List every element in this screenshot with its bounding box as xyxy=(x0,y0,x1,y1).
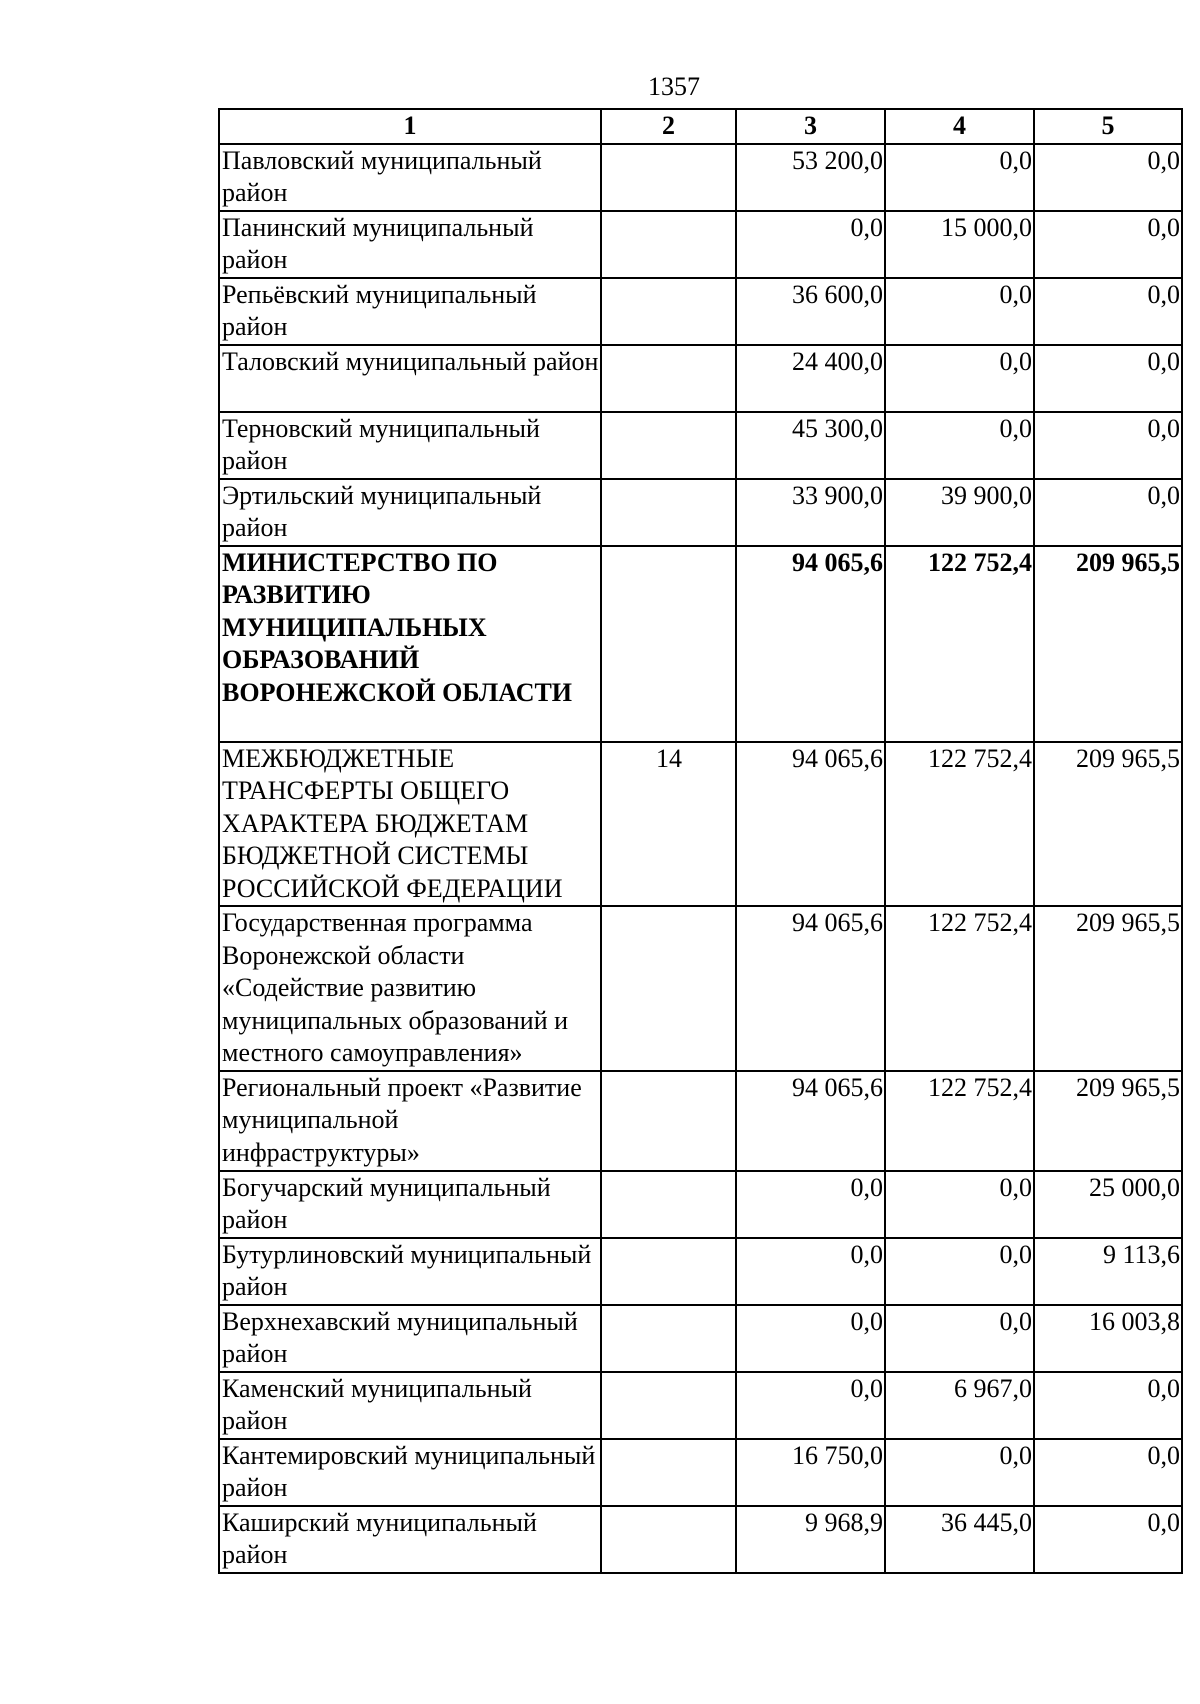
row-name-cell: МЕЖБЮДЖЕТНЫЕ ТРАНСФЕРТЫ ОБЩЕГО ХАРАКТЕРА БЮДЖЕТАМ БЮДЖЕТНОЙ СИСТЕМЫ РОССИЙСКОЙ ФЕДЕРАЦИИ xyxy=(219,742,601,907)
row-name-cell: Эртильский муниципальный район xyxy=(219,479,601,546)
row-value-col3: 94 065,6 xyxy=(736,546,885,742)
table-row xyxy=(219,1439,1182,1506)
table-row xyxy=(219,412,1182,479)
row-value-col5: 209 965,5 xyxy=(1034,546,1182,742)
row-code-cell xyxy=(601,1506,736,1573)
row-value-col4: 0,0 xyxy=(885,1238,1034,1305)
row-code-cell xyxy=(601,144,736,211)
page-number: 1357 xyxy=(648,72,700,101)
row-value-col5: 0,0 xyxy=(1034,479,1182,546)
row-value-col4: 39 900,0 xyxy=(885,479,1034,546)
row-value-col5: 0,0 xyxy=(1034,345,1182,412)
row-value-col4: 15 000,0 xyxy=(885,211,1034,278)
row-code-cell xyxy=(601,1439,736,1506)
table-body xyxy=(219,144,1182,1573)
row-value-col4: 0,0 xyxy=(885,1305,1034,1372)
table-row xyxy=(219,1372,1182,1439)
row-value-col5: 9 113,6 xyxy=(1034,1238,1182,1305)
row-name-cell: Терновский муниципальный район xyxy=(219,412,601,479)
row-name-cell: Репьёвский муниципальный район xyxy=(219,278,601,345)
row-value-col4: 122 752,4 xyxy=(885,906,1034,1071)
row-code-cell xyxy=(601,1372,736,1439)
row-name-cell: Каширский муниципальный район xyxy=(219,1506,601,1573)
table-row xyxy=(219,906,1182,1071)
row-name-cell: Павловский муниципальный район xyxy=(219,144,601,211)
row-value-col3: 53 200,0 xyxy=(736,144,885,211)
row-code-cell: 14 xyxy=(601,742,736,907)
row-value-col3: 94 065,6 xyxy=(736,1071,885,1171)
row-name-cell: Кантемировский муниципальный район xyxy=(219,1439,601,1506)
row-value-col5: 0,0 xyxy=(1034,412,1182,479)
row-value-col5: 0,0 xyxy=(1034,1439,1182,1506)
row-value-col3: 24 400,0 xyxy=(736,345,885,412)
row-value-col3: 45 300,0 xyxy=(736,412,885,479)
table-row xyxy=(219,211,1182,278)
row-code-cell xyxy=(601,211,736,278)
table-row xyxy=(219,1506,1182,1573)
row-code-cell xyxy=(601,1071,736,1171)
row-value-col5: 25 000,0 xyxy=(1034,1171,1182,1238)
table-row xyxy=(219,278,1182,345)
row-value-col4: 0,0 xyxy=(885,278,1034,345)
row-code-cell xyxy=(601,479,736,546)
row-value-col5: 209 965,5 xyxy=(1034,906,1182,1071)
table-row xyxy=(219,345,1182,412)
row-code-cell xyxy=(601,546,736,742)
row-value-col5: 0,0 xyxy=(1034,211,1182,278)
column-header: 1 xyxy=(219,109,601,144)
row-value-col3: 0,0 xyxy=(736,211,885,278)
row-name-cell: Бутурлиновский муниципальный район xyxy=(219,1238,601,1305)
table-row xyxy=(219,546,1182,742)
table-row xyxy=(219,1238,1182,1305)
row-name-cell: Каменский муниципальный район xyxy=(219,1372,601,1439)
row-value-col4: 0,0 xyxy=(885,412,1034,479)
row-name-cell: МИНИСТЕРСТВО ПО РАЗВИТИЮ МУНИЦИПАЛЬНЫХ ОБРАЗОВАНИЙ ВОРОНЕЖСКОЙ ОБЛАСТИ xyxy=(219,546,601,742)
row-value-col4: 36 445,0 xyxy=(885,1506,1034,1573)
row-value-col3: 9 968,9 xyxy=(736,1506,885,1573)
row-value-col4: 0,0 xyxy=(885,144,1034,211)
budget-table xyxy=(218,108,1183,1574)
row-code-cell xyxy=(601,412,736,479)
column-header: 3 xyxy=(736,109,885,144)
row-value-col5: 209 965,5 xyxy=(1034,742,1182,907)
row-value-col3: 33 900,0 xyxy=(736,479,885,546)
row-name-cell: Богучарский муниципальный район xyxy=(219,1171,601,1238)
row-code-cell xyxy=(601,906,736,1071)
row-name-cell: Панинский муниципальный район xyxy=(219,211,601,278)
row-value-col3: 0,0 xyxy=(736,1305,885,1372)
table-row xyxy=(219,144,1182,211)
row-value-col5: 209 965,5 xyxy=(1034,1071,1182,1171)
row-value-col4: 122 752,4 xyxy=(885,742,1034,907)
row-value-col4: 122 752,4 xyxy=(885,546,1034,742)
row-code-cell xyxy=(601,1238,736,1305)
row-value-col3: 0,0 xyxy=(736,1238,885,1305)
row-value-col3: 94 065,6 xyxy=(736,742,885,907)
row-value-col3: 0,0 xyxy=(736,1171,885,1238)
table-row xyxy=(219,479,1182,546)
column-header: 2 xyxy=(601,109,736,144)
table-row xyxy=(219,1171,1182,1238)
row-name-cell: Региональный проект «Развитие муниципальной инфраструктуры» xyxy=(219,1071,601,1171)
row-name-cell: Государственная программа Воронежской области «Содействие развитию муниципальных образований и местного самоуправления» xyxy=(219,906,601,1071)
row-code-cell xyxy=(601,1171,736,1238)
row-code-cell xyxy=(601,345,736,412)
table-row xyxy=(219,1071,1182,1171)
table-row xyxy=(219,742,1182,907)
table-header-row xyxy=(219,109,1182,144)
row-value-col5: 16 003,8 xyxy=(1034,1305,1182,1372)
row-name-cell: Верхнехавский муниципальный район xyxy=(219,1305,601,1372)
row-value-col5: 0,0 xyxy=(1034,278,1182,345)
row-value-col4: 0,0 xyxy=(885,1439,1034,1506)
row-value-col3: 94 065,6 xyxy=(736,906,885,1071)
table-row xyxy=(219,1305,1182,1372)
row-value-col5: 0,0 xyxy=(1034,1372,1182,1439)
column-header: 4 xyxy=(885,109,1034,144)
row-value-col4: 0,0 xyxy=(885,345,1034,412)
row-value-col5: 0,0 xyxy=(1034,1506,1182,1573)
row-value-col3: 16 750,0 xyxy=(736,1439,885,1506)
column-header: 5 xyxy=(1034,109,1182,144)
row-value-col4: 0,0 xyxy=(885,1171,1034,1238)
row-value-col3: 0,0 xyxy=(736,1372,885,1439)
row-value-col4: 6 967,0 xyxy=(885,1372,1034,1439)
row-code-cell xyxy=(601,278,736,345)
row-value-col4: 122 752,4 xyxy=(885,1071,1034,1171)
row-code-cell xyxy=(601,1305,736,1372)
row-name-cell: Таловский муниципальный район xyxy=(219,345,601,412)
row-value-col3: 36 600,0 xyxy=(736,278,885,345)
row-value-col5: 0,0 xyxy=(1034,144,1182,211)
